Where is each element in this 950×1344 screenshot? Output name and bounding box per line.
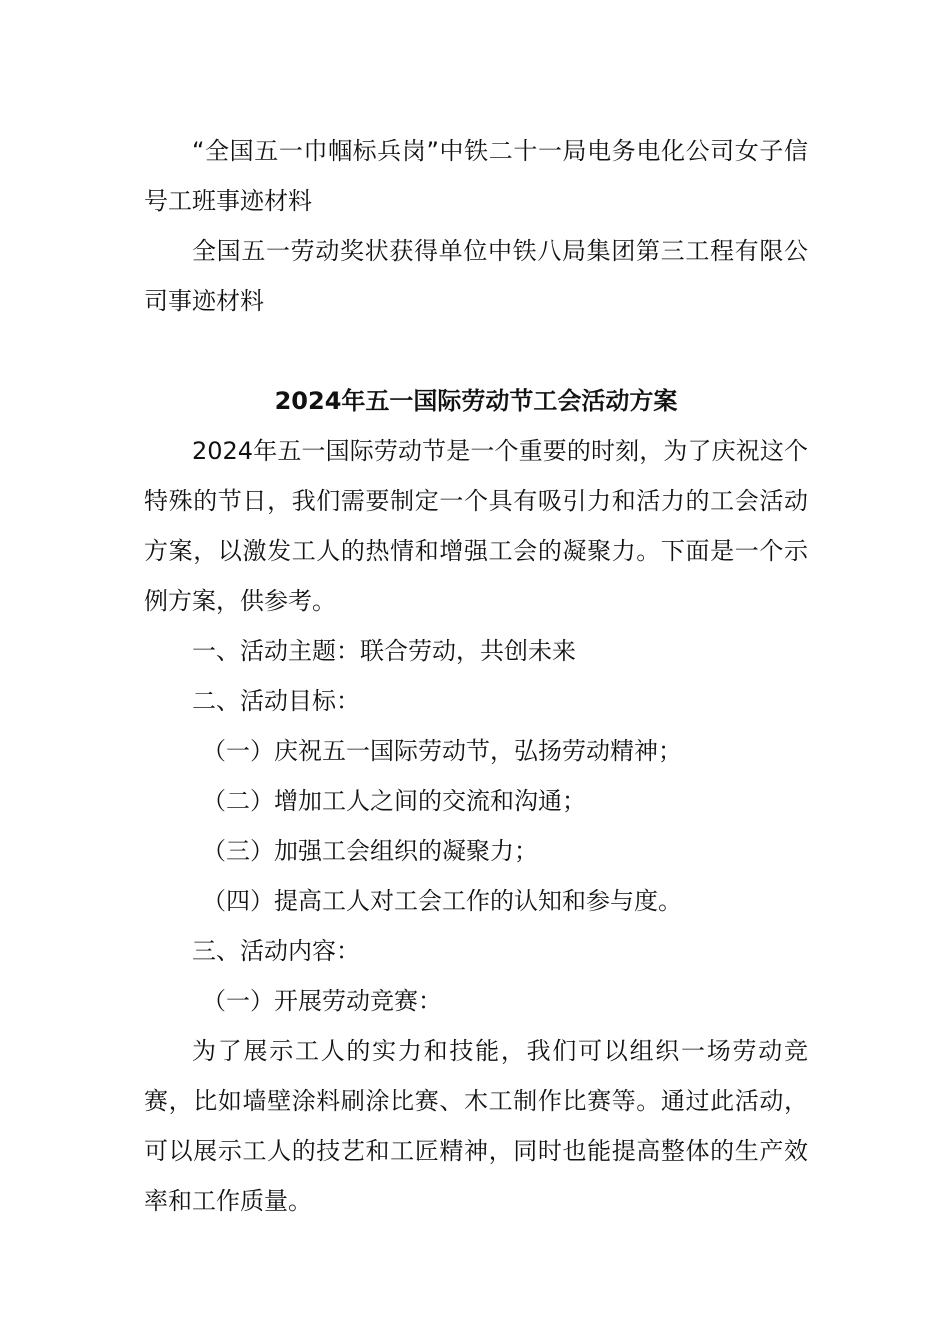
intro-item: “全国五一巾帼标兵岗”中铁二十一局电务电化公司女子信号工班事迹材料	[144, 137, 808, 215]
content-item-heading: （一）开展劳动竞赛：	[202, 987, 442, 1015]
document-title: 2024年五一国际劳动节工会活动方案	[274, 387, 678, 415]
intro-paragraph: 2024年五一国际劳动节是一个重要的时刻，为了庆祝这个特殊的节日，我们需要制定一个具有吸引力和活力的工会活动方案，以激发工人的热情和增强工会的凝聚力。下面是一个示例方案，供参考。	[144, 437, 808, 615]
goal-item: （一）庆祝五一国际劳动节，弘扬劳动精神；	[202, 737, 682, 765]
goal-item: （二）增加工人之间的交流和沟通；	[202, 787, 586, 815]
section-heading: 一、活动主题：联合劳动，共创未来	[192, 637, 576, 665]
section-heading: 二、活动目标：	[192, 687, 360, 715]
document-body	[144, 126, 808, 1226]
section-heading: 三、活动内容：	[192, 937, 360, 965]
goal-item: （四）提高工人对工会工作的认知和参与度。	[202, 887, 682, 915]
goal-item: （三）加强工会组织的凝聚力；	[202, 837, 538, 865]
blank-line	[144, 326, 808, 376]
intro-item: 全国五一劳动奖状获得单位中铁八局集团第三工程有限公司事迹材料	[144, 237, 808, 315]
content-item-paragraph: 为了展示工人的实力和技能，我们可以组织一场劳动竞赛，比如墙壁涂料刷涂比赛、木工制作比赛等。通过此活动，可以展示工人的技艺和工匠精神，同时也能提高整体的生产效率和工作质量。	[144, 1037, 808, 1215]
